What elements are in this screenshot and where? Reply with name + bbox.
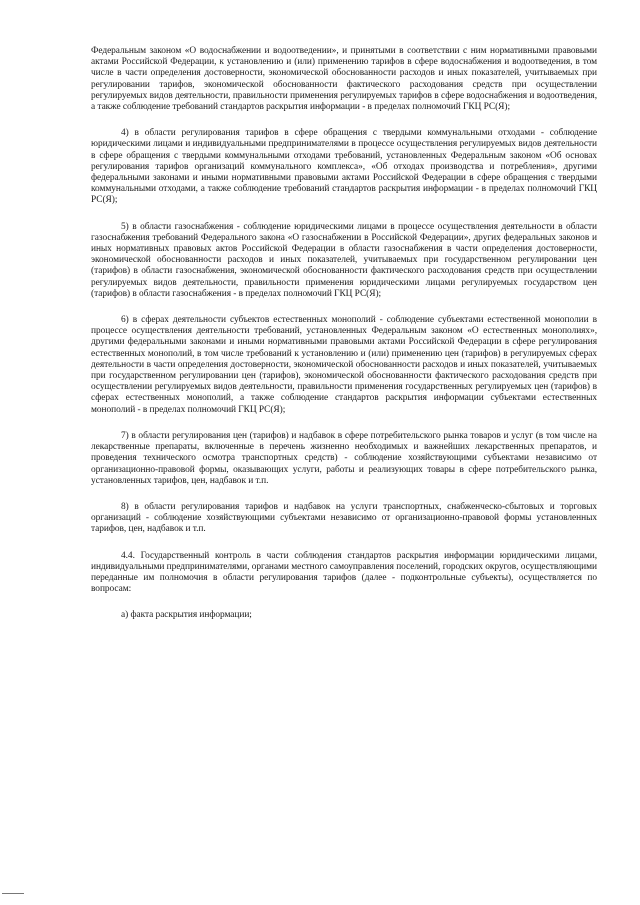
paragraph-section-4-4: 4.4. Государственный контроль в части соблюдения стандартов раскрытия информации юридическими лицами, индивидуальными предпринимателями, органами местного самоуправления поселений, городских округов, осуществляющими переданные им полномочия в области регулирования тарифов (далее - подконтрольные субъекты), осуществляется по вопросам: (91, 550, 597, 595)
scan-edge-mark (2, 893, 24, 894)
paragraph-water-supply-continuation: Федеральным законом «О водоснабжении и водоотведении», и принятыми в соответствии с ним нормативными правовыми актами Российской Федерации, к установлению и (или) применению тарифов в сфере водоснабжения и водоотведения, в том числе в части определения достоверности, экономической обоснованности расходов и иных показателей, учитываемых при регулировании тарифов, экономической обоснованности фактического расходования средств при осуществлении регулируемых видов деятельности, правильности применения регулируемых тарифов в сфере водоснабжения и водоотведения, а также соблюдение требований стандартов раскрытия информации - в пределах полномочий ГКЦ РС(Я); (91, 46, 597, 113)
paragraph-item-7-consumer-market: 7) в области регулирования цен (тарифов) и надбавок в сфере потребительского рынка товаров и услуг (в том числе на лекарственные препараты, включенные в перечень жизненно необходимых и важнейших лекарственных препаратов, и проведения технического осмотра транспортных средств) - соблюдение хозяйствующими субъектами независимо от организационно-правовой формы, оказывающих услуги, работы и реализующих товары в сфере потребительского рынка, установленных тарифов, цен, надбавок и т.п. (91, 430, 597, 486)
document-body (91, 46, 597, 637)
paragraph-item-6-natural-monopolies: 6) в сферах деятельности субъектов естественных монополий - соблюдение субъектами естественной монополии в процессе осуществления деятельности требований, установленных Федеральным законом «О естественных монополиях», другими федеральными законами и иными нормативными правовыми актами Российской Федерации в сфере регулирования естественных монополий, в том числе требований к установлению и (или) применению цен (тарифов) в регулируемых сферах деятельности в части определения достоверности, экономической обоснованности расходов и иных показателей, учитываемых при государственном регулировании цен (тарифов), экономической обоснованности фактического расходования средств при осуществлении регулируемых видов деятельности, правильности применения государственных регулируемых цен (тарифов) в сферах естественных монополий, а также соблюдение стандартов раскрытия информации субъектами естественных монополий - в пределах полномочий ГКЦ РС(Я); (91, 315, 597, 415)
paragraph-item-4-solid-waste: 4) в области регулирования тарифов в сфере обращения с твердыми коммунальными отходами - соблюдение юридическими лицами и индивидуальными предпринимателями в процессе осуществления регулируемых видов деятельности в сфере обращения с твердыми коммунальными отходами требований, установленных Федеральным законом «Об основах регулирования тарифов организаций коммунального комплекса», «Об отходах производства и потребления», другими федеральными законами и иными нормативными правовыми актами Российской Федерации в сфере обращения с твердыми коммунальными отходами, а также соблюдение требований стандартов раскрытия информации - в пределах полномочий ГКЦ РС(Я); (91, 128, 597, 206)
paragraph-item-a: а) факта раскрытия информации; (121, 610, 252, 621)
paragraph-item-5-gas-supply: 5) в области газоснабжения - соблюдение юридическими лицами в процессе осуществления деятельности в области газоснабжения требований Федерального закона «О газоснабжении в Российской Федерации», других федеральных законов и иных нормативных правовых актов Российской Федерации в области газоснабжения в части определения достоверности, экономической обоснованности расходов и иных показателей, учитываемых при государственном регулировании цен (тарифов) в области газоснабжения, экономической обоснованности фактического расходования средств при осуществлении регулируемых видов деятельности, правильности применения юридическими лицами регулируемых государством цен (тарифов) в области газоснабжения - в пределах полномочий ГКЦ РС(Я); (91, 221, 597, 299)
paragraph-item-8-transport-trade: 8) в области регулирования тарифов и надбавок на услуги транспортных, снабженческо-сбытовых и торговых организаций - соблюдение хозяйствующими субъектами независимо от организационно-правовой формы установленных тарифов, цен, надбавок и т.п. (91, 501, 597, 535)
